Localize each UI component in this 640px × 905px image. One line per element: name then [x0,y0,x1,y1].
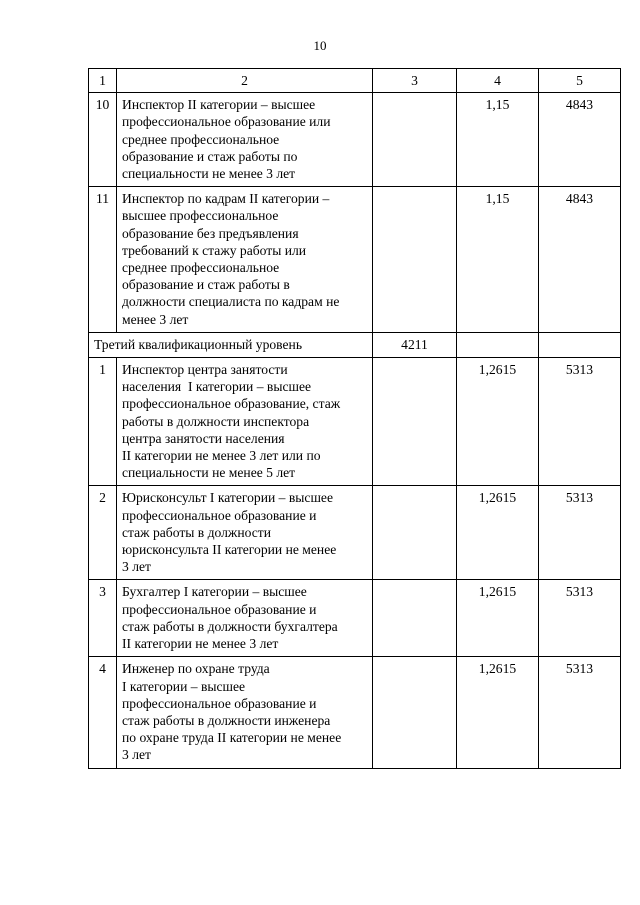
table-row [89,93,621,187]
qualification-table [88,68,621,769]
description-line: Инспектор центра занятости [122,362,288,378]
description-line: II категории не менее 3 лет или по [122,448,321,464]
row-number: 3 [89,580,117,657]
description-line: образование без предъявления [122,225,299,241]
table-header-row [89,69,621,93]
increase-coefficient: 1,15 [457,93,539,187]
increase-coefficient: 1,2615 [457,657,539,768]
description-line: стаж работы в должности инженера [122,712,331,728]
row-number: 4 [89,657,117,768]
description-line: высшее профессиональное [122,208,279,224]
row-number: 11 [89,187,117,333]
level-col-5 [539,332,621,357]
description-line: профессиональное образование, стаж [122,396,341,412]
qualification-code [373,93,457,187]
description-line: по охране труда II категории не менее [122,730,342,746]
qualification-code [373,486,457,580]
position-description [117,657,373,768]
description-line: профессиональное образование и [122,695,317,711]
table-row [89,657,621,768]
increase-coefficient: 1,2615 [457,486,539,580]
level-col-4 [457,332,539,357]
second-level-rows [89,93,621,333]
qualification-code [373,580,457,657]
page-number: 10 [313,38,327,53]
position-description [117,358,373,486]
table-row [89,580,621,657]
table-row [89,486,621,580]
increase-coefficient: 1,2615 [457,580,539,657]
table-row [89,187,621,333]
third-level-rows [89,358,621,768]
description-line: профессиональное образование или [122,114,331,130]
description-line: среднее профессиональное [122,131,280,147]
qualification-code [373,657,457,768]
description-line: Юрисконсульт I категории – высшее [122,490,333,506]
increase-coefficient: 1,15 [457,187,539,333]
increase-coefficient: 1,2615 [457,358,539,486]
description-line: центра занятости населения [122,430,285,446]
description-line: менее 3 лет [122,311,189,327]
salary-value: 4843 [539,93,621,187]
qualification-level-row [89,332,621,357]
row-number: 1 [89,358,117,486]
qualification-code [373,187,457,333]
description-line: I категории – высшее [122,678,246,694]
row-number: 2 [89,486,117,580]
description-line: специальности не менее 5 лет [122,465,296,481]
description-line: требований к стажу работы или [122,242,307,258]
description-line: стаж работы в должности бухгалтера [122,618,338,634]
description-line: 3 лет [122,559,151,575]
description-line: Бухгалтер I категории – высшее [122,584,307,600]
description-line: Инспектор по кадрам II категории – [122,191,330,207]
description-line: образование и стаж работы в [122,277,290,293]
description-line: юрисконсульта II категории не менее [122,542,337,558]
description-line: профессиональное образование и [122,601,317,617]
header-col-2: 2 [117,69,373,93]
header-col-1: 1 [89,69,117,93]
description-line: специальности не менее 3 лет [122,166,296,182]
description-line: населения I категории – высшее [122,379,312,395]
level-code: 4211 [373,332,457,357]
position-description [117,580,373,657]
salary-value: 4843 [539,187,621,333]
header-col-3: 3 [373,69,457,93]
salary-value: 5313 [539,580,621,657]
description-line: профессиональное образование и [122,507,317,523]
description-line: 3 лет [122,747,151,763]
row-number: 10 [89,93,117,187]
qualification-code [373,358,457,486]
header-col-5: 5 [539,69,621,93]
description-line: Инспектор II категории – высшее [122,97,316,113]
description-line: стаж работы в должности [122,524,271,540]
description-line: среднее профессиональное [122,260,280,276]
position-description [117,93,373,187]
description-line: должности специалиста по кадрам не [122,294,340,310]
header-col-4: 4 [457,69,539,93]
salary-value: 5313 [539,486,621,580]
description-line: II категории не менее 3 лет [122,636,279,652]
description-line: работы в должности инспектора [122,413,310,429]
description-line: Инженер по охране труда [122,661,270,677]
description-line: образование и стаж работы по [122,148,298,164]
table-row [89,358,621,486]
position-description [117,187,373,333]
salary-value: 5313 [539,358,621,486]
salary-value: 5313 [539,657,621,768]
level-title: Третий квалификационный уровень [89,332,373,357]
position-description [117,486,373,580]
